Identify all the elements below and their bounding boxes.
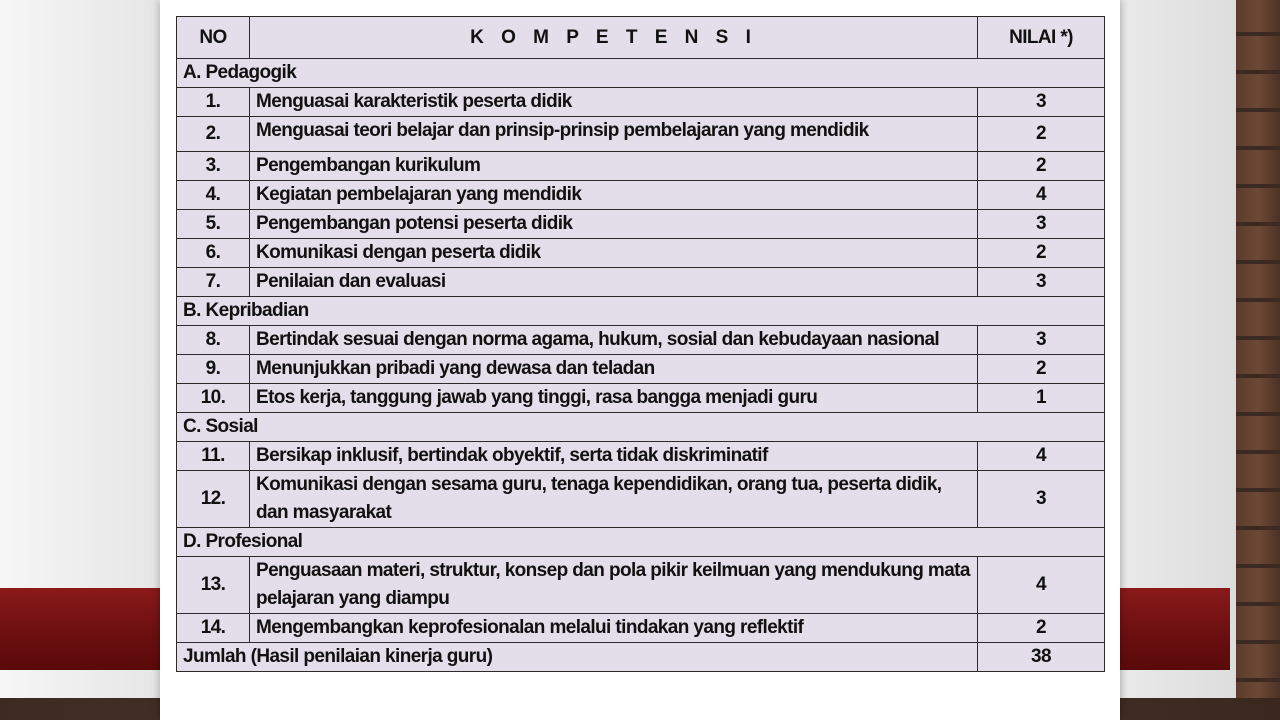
row-competency: Bersikap inklusif, bertindak obyektif, serta tidak diskriminatif <box>250 442 978 471</box>
section-row <box>177 297 1105 326</box>
table-row <box>177 117 1105 152</box>
row-number: 5. <box>177 210 250 239</box>
brick-wall-decoration <box>1236 0 1280 720</box>
header-nilai: NILAI *) <box>978 17 1105 59</box>
row-value: 2 <box>978 117 1105 152</box>
row-competency: Bertindak sesuai dengan norma agama, hukum, sosial dan kebudayaan nasional <box>250 326 978 355</box>
table-row <box>177 88 1105 117</box>
row-value: 3 <box>978 471 1105 528</box>
table-row <box>177 152 1105 181</box>
row-number: 13. <box>177 557 250 614</box>
row-value: 4 <box>978 442 1105 471</box>
section-row <box>177 528 1105 557</box>
total-row <box>177 643 1105 672</box>
row-number: 12. <box>177 471 250 528</box>
row-number: 2. <box>177 117 250 152</box>
row-competency: Komunikasi dengan sesama guru, tenaga kependidikan, orang tua, peserta didik, dan masyarakat <box>250 471 978 528</box>
row-competency: Etos kerja, tanggung jawab yang tinggi, rasa bangga menjadi guru <box>250 384 978 413</box>
table-row <box>177 384 1105 413</box>
row-value: 3 <box>978 210 1105 239</box>
row-competency: Penguasaan materi, struktur, konsep dan pola pikir keilmuan yang mendukung mata pelajaran yang diampu <box>250 557 978 614</box>
slide <box>160 0 1120 720</box>
row-value: 3 <box>978 88 1105 117</box>
row-number: 7. <box>177 268 250 297</box>
row-competency: Penilaian dan evaluasi <box>250 268 978 297</box>
row-value: 2 <box>978 614 1105 643</box>
table-row <box>177 355 1105 384</box>
section-row <box>177 59 1105 88</box>
section-label-sosial: C. Sosial <box>177 413 1105 442</box>
row-number: 3. <box>177 152 250 181</box>
table-row <box>177 326 1105 355</box>
section-label-kepribadian: B. Kepribadian <box>177 297 1105 326</box>
row-competency: Menguasai karakteristik peserta didik <box>250 88 978 117</box>
table-row <box>177 471 1105 528</box>
table-row <box>177 268 1105 297</box>
section-row <box>177 413 1105 442</box>
row-value: 4 <box>978 557 1105 614</box>
header-kompetensi: K O M P E T E N S I <box>250 17 978 59</box>
row-number: 10. <box>177 384 250 413</box>
table-row <box>177 239 1105 268</box>
row-value: 3 <box>978 326 1105 355</box>
total-value: 38 <box>978 643 1105 672</box>
total-label: Jumlah (Hasil penilaian kinerja guru) <box>177 643 978 672</box>
row-competency: Komunikasi dengan peserta didik <box>250 239 978 268</box>
competency-table <box>176 16 1105 672</box>
header-no: NO <box>177 17 250 59</box>
row-competency: Pengembangan potensi peserta didik <box>250 210 978 239</box>
row-number: 9. <box>177 355 250 384</box>
table-row <box>177 181 1105 210</box>
row-value: 4 <box>978 181 1105 210</box>
row-number: 4. <box>177 181 250 210</box>
row-value: 3 <box>978 268 1105 297</box>
table-row <box>177 210 1105 239</box>
row-number: 1. <box>177 88 250 117</box>
row-competency: Menunjukkan pribadi yang dewasa dan teladan <box>250 355 978 384</box>
row-competency: Kegiatan pembelajaran yang mendidik <box>250 181 978 210</box>
header-row <box>177 17 1105 59</box>
row-competency: Pengembangan kurikulum <box>250 152 978 181</box>
row-number: 11. <box>177 442 250 471</box>
table-row <box>177 557 1105 614</box>
table-row <box>177 442 1105 471</box>
table-row <box>177 614 1105 643</box>
row-value: 2 <box>978 355 1105 384</box>
row-number: 8. <box>177 326 250 355</box>
row-value: 2 <box>978 152 1105 181</box>
section-label-profesional: D. Profesional <box>177 528 1105 557</box>
row-value: 2 <box>978 239 1105 268</box>
row-value: 1 <box>978 384 1105 413</box>
section-label-pedagogik: A. Pedagogik <box>177 59 1105 88</box>
row-number: 14. <box>177 614 250 643</box>
row-competency: Menguasai teori belajar dan prinsip-prinsip pembelajaran yang mendidik <box>250 117 978 152</box>
row-competency: Mengembangkan keprofesionalan melalui tindakan yang reflektif <box>250 614 978 643</box>
row-number: 6. <box>177 239 250 268</box>
